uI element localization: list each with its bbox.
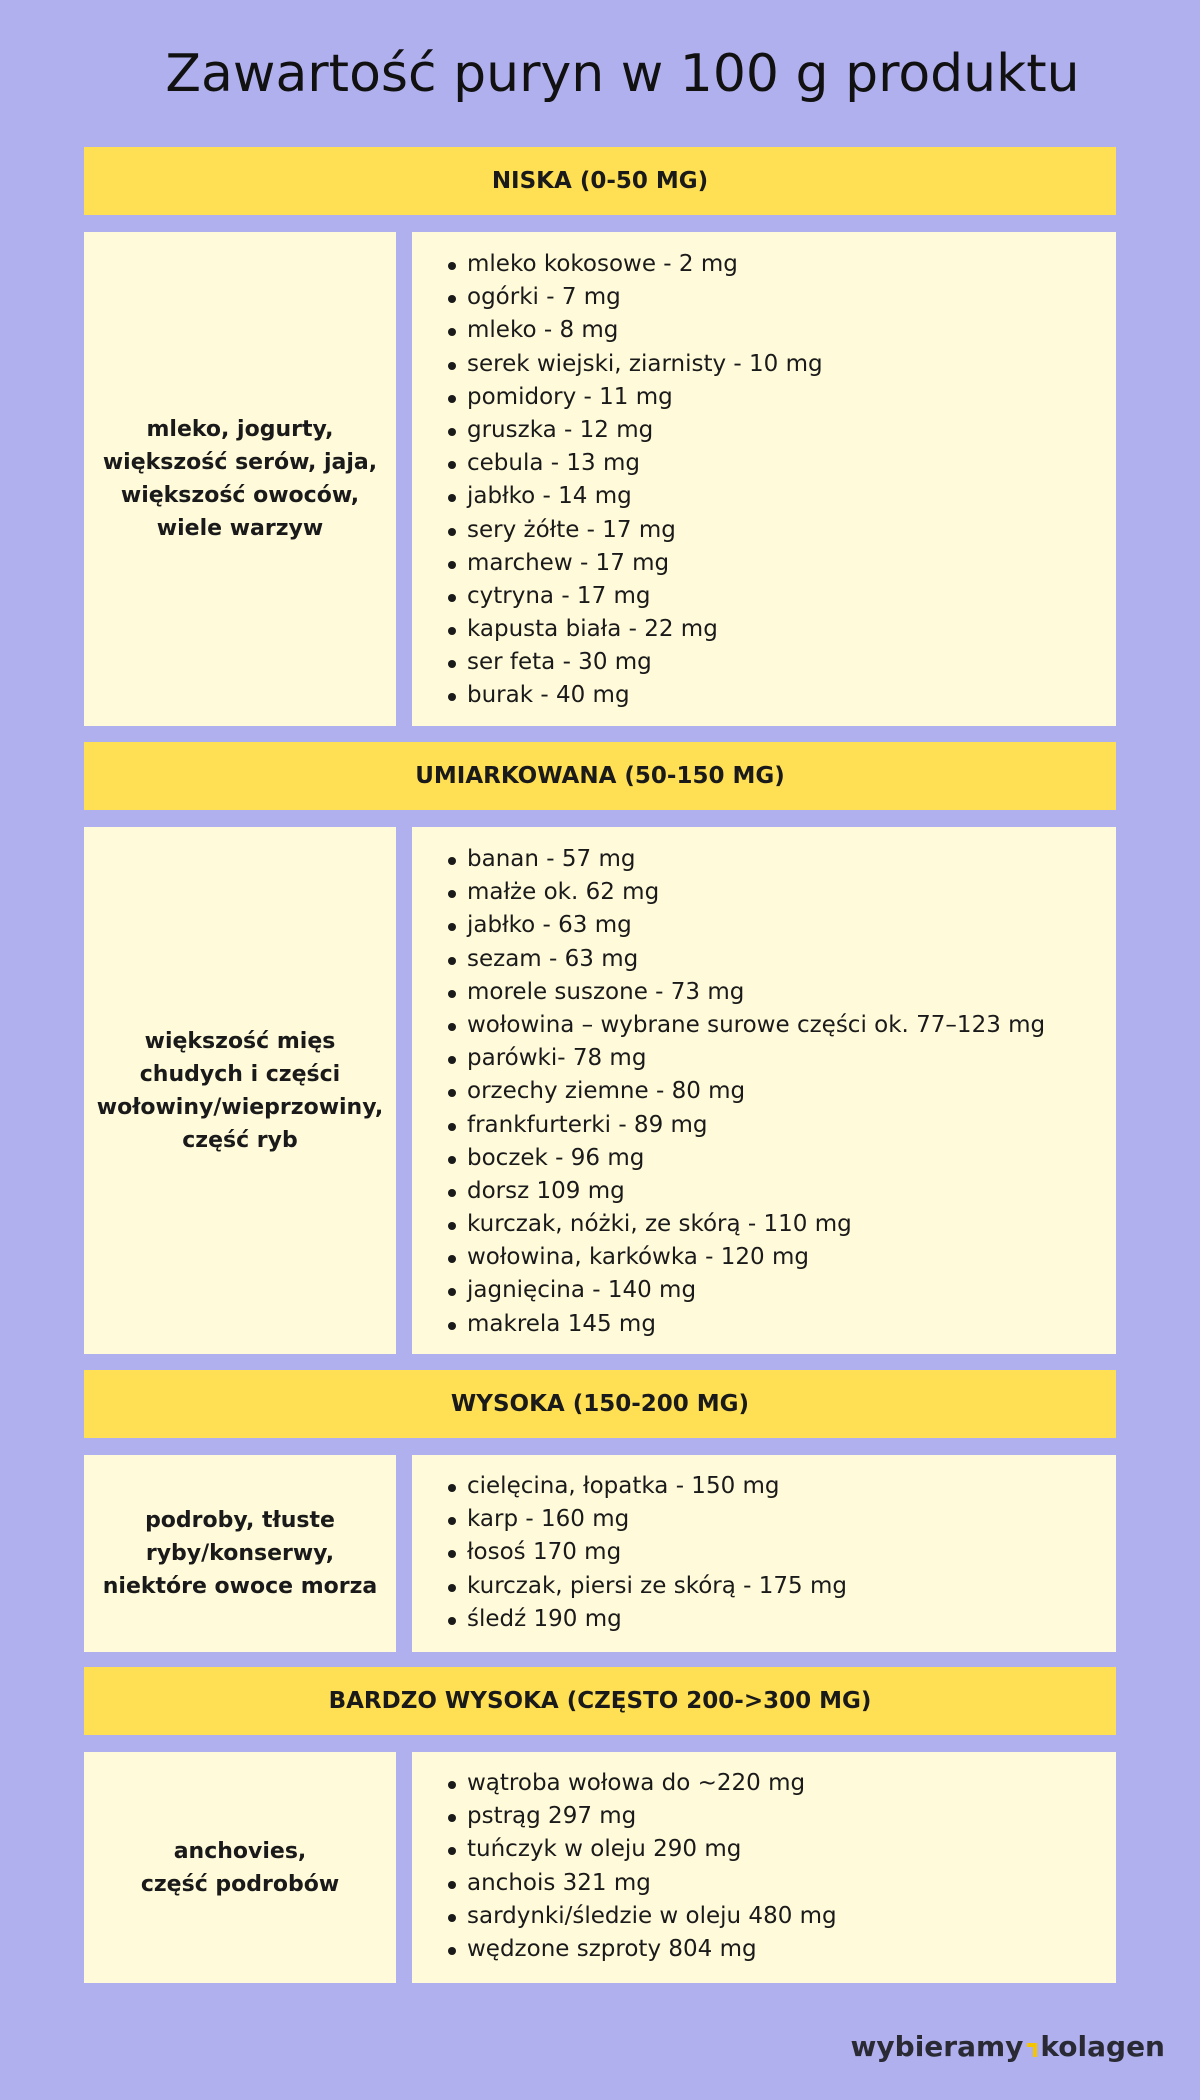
section-list-moderate — [412, 827, 1116, 1354]
list-item: tuńczyk w oleju 290 mg — [467, 1833, 1116, 1866]
list-item: gruszka - 12 mg — [467, 414, 1116, 447]
list-item: cebula - 13 mg — [467, 447, 1116, 480]
list-item: anchois 321 mg — [467, 1867, 1116, 1900]
list-item: małże ok. 62 mg — [467, 876, 1116, 909]
list-item: mleko - 8 mg — [467, 314, 1116, 347]
list-item: jabłko - 14 mg — [467, 480, 1116, 513]
list-item: śledź 190 mg — [467, 1603, 1116, 1636]
list-item: serek wiejski, ziarnisty - 10 mg — [467, 348, 1116, 381]
list-item: frankfurterki - 89 mg — [467, 1109, 1116, 1142]
brand-logo — [851, 2030, 1165, 2063]
list-item: karp - 160 mg — [467, 1503, 1116, 1536]
list-item: dorsz 109 mg — [467, 1175, 1116, 1208]
list-item: boczek - 96 mg — [467, 1142, 1116, 1175]
section-summary-moderate: większość mięs chudych i części wołowiny/wieprzowiny, część ryb — [84, 827, 396, 1354]
section-list-high — [412, 1455, 1116, 1652]
list-item: pstrąg 297 mg — [467, 1800, 1116, 1833]
section-heading-low: NISKA (0-50 MG) — [84, 147, 1116, 215]
list-item: jagnięcina - 140 mg — [467, 1274, 1116, 1307]
list-item: kurczak, piersi ze skórą - 175 mg — [467, 1570, 1116, 1603]
section-heading-high: WYSOKA (150-200 MG) — [84, 1370, 1116, 1438]
list-item: kapusta biała - 22 mg — [467, 613, 1116, 646]
brand-name-part1: wybieramy — [850, 2030, 1024, 2063]
brand-name-part2: kolagen — [1040, 2030, 1165, 2063]
list-item: cytryna - 17 mg — [467, 580, 1116, 613]
page-title: Zawartość puryn w 100 g produktu — [165, 44, 1080, 104]
list-item: parówki- 78 mg — [467, 1042, 1116, 1075]
section-heading-moderate: UMIARKOWANA (50-150 MG) — [84, 742, 1116, 810]
section-summary-very-high: anchovies, część podrobów — [84, 1752, 396, 1983]
list-item: morele suszone - 73 mg — [467, 976, 1116, 1009]
list-item: ser feta - 30 mg — [467, 646, 1116, 679]
list-item: cielęcina, łopatka - 150 mg — [467, 1470, 1116, 1503]
list-item: sardynki/śledzie w oleju 480 mg — [467, 1900, 1116, 1933]
section-list-low — [412, 232, 1116, 726]
list-item: makrela 145 mg — [467, 1308, 1116, 1341]
section-list-very-high — [412, 1752, 1116, 1983]
list-item: wędzone szproty 804 mg — [467, 1933, 1116, 1966]
list-item: pomidory - 11 mg — [467, 381, 1116, 414]
list-item: banan - 57 mg — [467, 843, 1116, 876]
list-item: wołowina – wybrane surowe części ok. 77–123 mg — [467, 1009, 1116, 1042]
list-item: jabłko - 63 mg — [467, 909, 1116, 942]
list-item: orzechy ziemne - 80 mg — [467, 1075, 1116, 1108]
list-item: kurczak, nóżki, ze skórą - 110 mg — [467, 1208, 1116, 1241]
list-item: łosoś 170 mg — [467, 1536, 1116, 1569]
brand-accent-icon — [1027, 2043, 1037, 2057]
list-item: wołowina, karkówka - 120 mg — [467, 1241, 1116, 1274]
section-summary-low: mleko, jogurty, większość serów, jaja, większość owoców, wiele warzyw — [84, 232, 396, 726]
list-item: marchew - 17 mg — [467, 547, 1116, 580]
list-item: burak - 40 mg — [467, 679, 1116, 712]
list-item: sery żółte - 17 mg — [467, 514, 1116, 547]
section-heading-very-high: BARDZO WYSOKA (CZĘSTO 200->300 MG) — [84, 1667, 1116, 1735]
list-item: ogórki - 7 mg — [467, 281, 1116, 314]
list-item: wątroba wołowa do ~220 mg — [467, 1767, 1116, 1800]
list-item: mleko kokosowe - 2 mg — [467, 248, 1116, 281]
list-item: sezam - 63 mg — [467, 943, 1116, 976]
section-summary-high: podroby, tłuste ryby/konserwy, niektóre owoce morza — [84, 1455, 396, 1652]
